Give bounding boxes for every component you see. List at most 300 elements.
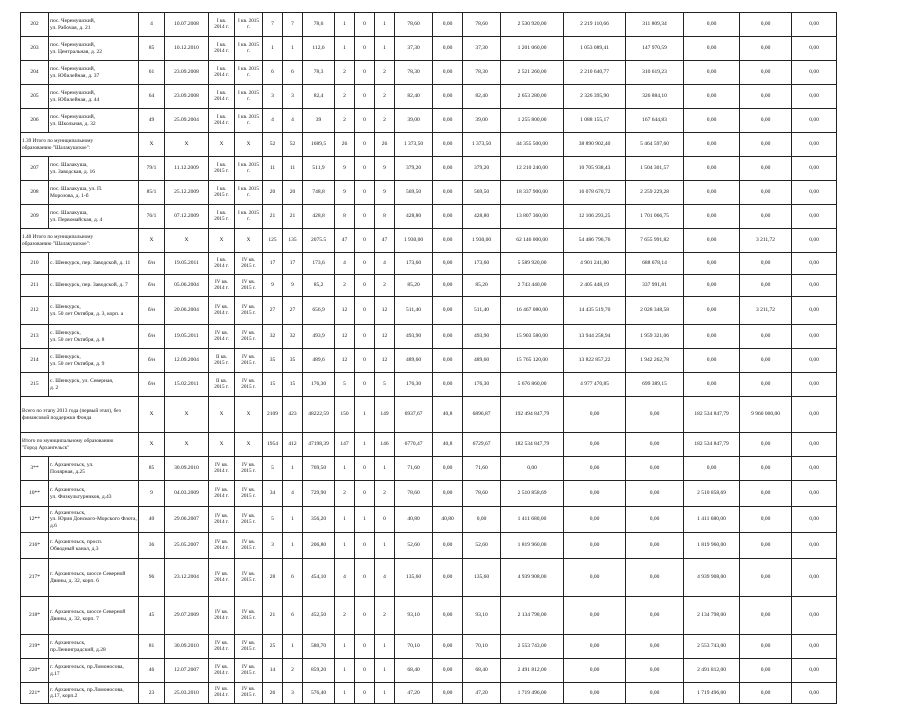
table-cell: 52 xyxy=(263,133,283,157)
table-cell: 2 743 440,00 xyxy=(501,275,564,297)
table-cell: 44 355 500,00 xyxy=(501,133,564,157)
table-cell: 38 890 902,40 xyxy=(564,133,626,157)
table-cell: X xyxy=(235,397,263,433)
table-cell: 1 xyxy=(335,635,355,659)
table-cell: 0,00 xyxy=(684,349,740,373)
table-cell: 5 589 920,00 xyxy=(501,253,564,275)
table-cell: г. Архангельск, пр.Ленинградский, д.28 xyxy=(49,635,139,659)
table-cell: 1 373,50 xyxy=(395,133,433,157)
table-cell: 11 xyxy=(283,157,303,181)
table-cell: IV кв. 2014 г. xyxy=(209,597,235,635)
table-cell: 0,00 xyxy=(740,275,792,297)
table-row xyxy=(21,635,837,659)
table-cell: 6 xyxy=(283,597,303,635)
table-cell: 1 373,50 xyxy=(463,133,501,157)
table-cell: 2 xyxy=(335,109,355,133)
table-cell: 428,80 xyxy=(463,205,501,229)
table-cell: 379,20 xyxy=(463,157,501,181)
table-cell: X xyxy=(209,133,235,157)
table-cell: 0,00 xyxy=(740,157,792,181)
table-cell: 2 xyxy=(335,275,355,297)
table-cell: 0,00 xyxy=(792,297,837,325)
table-cell: 0,00 xyxy=(564,433,626,457)
table-cell: 0 xyxy=(355,457,375,481)
table-cell: 493,9 xyxy=(303,325,335,349)
table-cell: 326 884,10 xyxy=(626,85,684,109)
table-cell: 0,00 xyxy=(433,133,463,157)
table-cell: 0,00 xyxy=(433,109,463,133)
table-cell: 9 xyxy=(263,275,283,297)
table-cell: 0,00 xyxy=(564,533,626,559)
table-cell: 1689,5 xyxy=(303,133,335,157)
table-cell: 5 xyxy=(375,373,395,397)
table-cell: 1 xyxy=(355,433,375,457)
table-cell: 2 xyxy=(375,61,395,85)
table-cell: I кв. 2015 г. xyxy=(235,205,263,229)
table-cell: 0,00 xyxy=(433,457,463,481)
table-cell: 0,00 xyxy=(684,181,740,205)
table-cell: I кв. 2015 г. xyxy=(209,157,235,181)
table-cell: 182 534 847,79 xyxy=(684,397,740,433)
table-cell: б/н xyxy=(139,275,165,297)
subtotal-label: Всего по этапу 2013 года (первый этап), без финансовой поддержки Фонда xyxy=(21,397,139,433)
table-cell: 489,60 xyxy=(463,349,501,373)
table-cell: 1 088 155,17 xyxy=(564,109,626,133)
table-cell: 2 028 348,58 xyxy=(626,297,684,325)
table-cell: 0,00 xyxy=(564,635,626,659)
table-cell: 1 xyxy=(355,507,375,533)
table-cell: I кв. 2014 г. xyxy=(209,253,235,275)
table-cell: 112,6 xyxy=(303,37,335,61)
table-cell: 34 xyxy=(263,481,283,507)
table-cell: 9 960 000,00 xyxy=(740,397,792,433)
table-cell: IV кв. 2014 г. xyxy=(209,297,235,325)
table-cell: пос. Шалакуша, ул. Заводская, д. 16 xyxy=(49,157,139,181)
subtotal-label: 1.40 Итого по муниципальному образованию "Шалакушское": xyxy=(21,229,139,253)
table-cell: 10 705 938,43 xyxy=(564,157,626,181)
table-cell: 64 xyxy=(139,85,165,109)
table-cell: 0 xyxy=(355,349,375,373)
table-cell: 25.05.2007 xyxy=(165,533,209,559)
table-cell: 5 676 860,00 xyxy=(501,373,564,397)
table-cell: 40,80 xyxy=(395,507,433,533)
table-cell: 0,00 xyxy=(684,325,740,349)
table-cell: IV кв. 2014 г. xyxy=(209,507,235,533)
table-cell: 15 xyxy=(283,373,303,397)
table-cell: 70,10 xyxy=(395,635,433,659)
table-cell: 2 510 858,69 xyxy=(684,481,740,507)
table-cell: IV кв. 2014 г. xyxy=(209,275,235,297)
table-cell: IV кв. 2015 г. xyxy=(235,533,263,559)
table-cell: 2 530 920,00 xyxy=(501,13,564,37)
table-cell: 14 435 519,70 xyxy=(564,297,626,325)
table-cell: 0,00 xyxy=(792,85,837,109)
table-cell: пос. Шалакуша, ул. Первомайская, д. 4 xyxy=(49,205,139,229)
table-cell: 52,60 xyxy=(395,533,433,559)
table-cell: 30.09.2010 xyxy=(165,635,209,659)
table-cell: X xyxy=(235,133,263,157)
table-cell: 2 xyxy=(283,659,303,683)
table-cell: 207 xyxy=(21,157,49,181)
table-cell: 12 xyxy=(335,349,355,373)
table-cell: 39,00 xyxy=(463,109,501,133)
table-cell: 68,40 xyxy=(463,659,501,683)
subtotal-label: 1.39 Итого по муниципальному образованию "Шалакушское": xyxy=(21,133,139,157)
table-cell: 21 xyxy=(283,205,303,229)
table-cell: 0 xyxy=(355,559,375,597)
table-cell: 493,90 xyxy=(463,325,501,349)
table-cell: 10.12.2010 xyxy=(165,37,209,61)
table-cell: 12 xyxy=(375,297,395,325)
table-cell: IV кв. 2015 г. xyxy=(235,507,263,533)
table-cell: 0,00 xyxy=(792,205,837,229)
table-cell: 12 106 293,25 xyxy=(564,205,626,229)
table-cell: IV кв. 2015 г. xyxy=(235,297,263,325)
table-cell: 78,60 xyxy=(395,13,433,37)
table-cell: IV кв. 2014 г. xyxy=(209,481,235,507)
table-cell: 2 xyxy=(375,481,395,507)
table-cell: 3 xyxy=(283,85,303,109)
table-cell: I кв. 2014 г. xyxy=(209,85,235,109)
table-cell: 12.07.2007 xyxy=(165,659,209,683)
table-cell: 0,00 xyxy=(740,181,792,205)
table-cell: с. Шенкурск, пер. Заводской, д. 7 xyxy=(49,275,139,297)
table-cell: 0 xyxy=(355,229,375,253)
table-cell: 2 xyxy=(375,597,395,635)
table-cell: 2 134 798,00 xyxy=(501,597,564,635)
table-cell: 1 xyxy=(283,635,303,659)
table-row xyxy=(21,457,837,481)
table-cell: X xyxy=(209,433,235,457)
table-cell: 214 xyxy=(21,349,49,373)
table-cell: г. Архангельск, ул. Полярная, д.25 xyxy=(49,457,139,481)
table-cell: 0 xyxy=(355,373,375,397)
table-row xyxy=(21,157,837,181)
table-cell: 0 xyxy=(355,157,375,181)
table-cell: X xyxy=(165,397,209,433)
table-cell: 47 xyxy=(375,229,395,253)
table-cell: I кв. 2014 г. xyxy=(209,109,235,133)
table-cell: 05.06.2004 xyxy=(165,275,209,297)
table-row xyxy=(21,559,837,597)
table-cell: 1 xyxy=(283,533,303,559)
table-cell: IV кв. 2014 г. xyxy=(209,325,235,349)
table-cell: 0,00 xyxy=(433,635,463,659)
table-cell: 699 389,15 xyxy=(626,373,684,397)
table-cell: пос. Черемушский, ул. Юбилейная, д. 37 xyxy=(49,61,139,85)
table-cell: 40 xyxy=(139,507,165,533)
table-cell: I кв. 2014 г. xyxy=(209,13,235,37)
table-cell: 2 134 798,00 xyxy=(684,597,740,635)
table-cell: 23.12.2004 xyxy=(165,559,209,597)
table-cell: 3 xyxy=(283,683,303,704)
table-cell: г. Архангельск, ул. Физкультурников, д.43 xyxy=(49,481,139,507)
table-cell: 19.05.2011 xyxy=(165,325,209,349)
table-cell: 29.06.2007 xyxy=(165,507,209,533)
table-cell: 859,20 xyxy=(303,659,335,683)
table-cell: 202 xyxy=(21,13,49,37)
table-cell: 0,00 xyxy=(684,297,740,325)
table-cell: 0 xyxy=(355,61,375,85)
table-cell: 580,70 xyxy=(303,635,335,659)
table-cell: 5 xyxy=(335,373,355,397)
table-cell: 68,40 xyxy=(395,659,433,683)
table-cell: 0,00 xyxy=(564,457,626,481)
table-cell: 4 xyxy=(283,481,303,507)
table-cell: 0,00 xyxy=(792,683,837,704)
table-cell: 0,00 xyxy=(792,349,837,373)
table-cell: 4 xyxy=(335,253,355,275)
table-cell: 379,20 xyxy=(395,157,433,181)
table-cell: 47198,39 xyxy=(303,433,335,457)
table-cell: 0,00 xyxy=(501,457,564,481)
table-cell: 1 xyxy=(375,683,395,704)
table-cell: 2 xyxy=(375,275,395,297)
table-cell: 48222,59 xyxy=(303,397,335,433)
table-cell: 205 xyxy=(21,85,49,109)
table-cell: пос. Черемушский, ул. Школьная, д. 32 xyxy=(49,109,139,133)
table-cell: I кв. 2015 г. xyxy=(235,85,263,109)
table-cell: 25.12.2009 xyxy=(165,181,209,205)
table-cell: 2 xyxy=(335,597,355,635)
table-cell: 79/1 xyxy=(139,157,165,181)
table-cell: 2075.5 xyxy=(303,229,335,253)
table-row xyxy=(21,37,837,61)
table-cell: 04.03.2009 xyxy=(165,481,209,507)
table-cell: 32 xyxy=(263,325,283,349)
table-cell: 2 521 260,00 xyxy=(501,61,564,85)
table-cell: пос. Черемушский, ул. Рабочая, д. 21 xyxy=(49,13,139,37)
table-cell: 135,60 xyxy=(463,559,501,597)
table-cell: 311 809,34 xyxy=(626,13,684,37)
table-row xyxy=(21,181,837,205)
table-cell: 13 944 258,94 xyxy=(564,325,626,349)
table-cell: IV кв. 2015 г. xyxy=(235,325,263,349)
table-cell: б/н xyxy=(139,297,165,325)
table-row xyxy=(21,61,837,85)
table-cell: 0,00 xyxy=(684,13,740,37)
table-row xyxy=(21,325,837,349)
table-cell: I кв. 2014 г. xyxy=(209,37,235,61)
table-cell: 0,00 xyxy=(792,275,837,297)
table-cell: 0,00 xyxy=(740,533,792,559)
table-cell: IV кв. 2015 г. xyxy=(235,457,263,481)
table-cell: 36 xyxy=(139,533,165,559)
table-cell: 0 xyxy=(355,659,375,683)
table-cell: 6937,67 xyxy=(395,397,433,433)
table-cell: 1 411 680,00 xyxy=(501,507,564,533)
table-cell: 4 939 908,00 xyxy=(684,559,740,597)
table-cell: 0,00 xyxy=(626,635,684,659)
table-cell: 0,00 xyxy=(740,109,792,133)
table-cell: 7 655 991,82 xyxy=(626,229,684,253)
table-cell: 15 xyxy=(263,373,283,397)
table-cell: 0 xyxy=(355,533,375,559)
table-cell: 5 464 597,60 xyxy=(626,133,684,157)
table-cell: 0,00 xyxy=(792,481,837,507)
table-cell: 206,80 xyxy=(303,533,335,559)
table-cell: 45 xyxy=(139,597,165,635)
table-cell: 82,40 xyxy=(463,85,501,109)
table-cell: 208 xyxy=(21,181,49,205)
table-cell: 454,10 xyxy=(303,559,335,597)
table-cell: 52 xyxy=(283,133,303,157)
table-cell: 11.12.2009 xyxy=(165,157,209,181)
table-cell: X xyxy=(235,229,263,253)
table-cell: 11 xyxy=(263,157,283,181)
table-cell: 0,00 xyxy=(433,85,463,109)
table-cell: 3 xyxy=(263,533,283,559)
table-cell: I кв. 2015 г. xyxy=(209,205,235,229)
table-row xyxy=(21,13,837,37)
table-cell: 0,00 xyxy=(792,559,837,597)
table-cell: 1 xyxy=(335,37,355,61)
table-cell: II кв. 2015 г. xyxy=(209,373,235,397)
table-cell: 0,00 xyxy=(463,507,501,533)
table-cell: 4 977 470,85 xyxy=(564,373,626,397)
table-row xyxy=(21,109,837,133)
table-cell: 0,00 xyxy=(684,373,740,397)
table-cell: IV кв. 2015 г. xyxy=(235,659,263,683)
table-cell: 93,10 xyxy=(395,597,433,635)
table-cell: 217* xyxy=(21,559,49,597)
table-row xyxy=(21,205,837,229)
table-cell: 0 xyxy=(355,253,375,275)
table-cell: 0 xyxy=(355,597,375,635)
table-cell: I кв. 2015 г. xyxy=(209,181,235,205)
table-cell: г. Архангельск, шоссе Северной Двины, д. 32, корп. 7 xyxy=(49,597,139,635)
table-cell: 1 504 301,57 xyxy=(626,157,684,181)
table-cell: 0 xyxy=(355,133,375,157)
table-cell: 0,00 xyxy=(684,109,740,133)
table-cell: 0,00 xyxy=(740,559,792,597)
table-cell: 218* xyxy=(21,597,49,635)
table-cell: 15.02.2011 xyxy=(165,373,209,397)
table-cell: 569,50 xyxy=(463,181,501,205)
table-cell: 85,2 xyxy=(303,275,335,297)
table-cell: 49 xyxy=(139,109,165,133)
table-cell: 46 xyxy=(139,659,165,683)
table-cell: 0,00 xyxy=(740,37,792,61)
table-cell: 1 053 089,41 xyxy=(564,37,626,61)
table-cell: 147 970,59 xyxy=(626,37,684,61)
table-cell: 1 xyxy=(335,533,355,559)
table-cell: I кв. 2015 г. xyxy=(235,157,263,181)
table-cell: 135,60 xyxy=(395,559,433,597)
table-cell: 0 xyxy=(355,325,375,349)
table-cell: I кв. 2015 г. xyxy=(235,109,263,133)
table-cell: 6896,87 xyxy=(463,397,501,433)
table-cell: 0,00 xyxy=(626,481,684,507)
table-cell: 0,00 xyxy=(564,481,626,507)
table-cell: 6 xyxy=(283,559,303,597)
table-cell: пос. Черемушский, ул. Центральная, д. 22 xyxy=(49,37,139,61)
table-cell: 76/1 xyxy=(139,205,165,229)
table-cell: 0,00 xyxy=(564,659,626,683)
table-cell: 61 xyxy=(139,61,165,85)
table-cell: 0,00 xyxy=(433,297,463,325)
table-cell: I кв. 2015 г. xyxy=(235,13,263,37)
table-cell: 0,00 xyxy=(740,373,792,397)
table-cell: 9 xyxy=(335,157,355,181)
table-cell: X xyxy=(139,397,165,433)
table-cell: 0,00 xyxy=(433,253,463,275)
table-cell: 12 xyxy=(375,349,395,373)
table-cell: 0,00 xyxy=(626,507,684,533)
table-cell: 9 xyxy=(139,481,165,507)
table-cell: I кв. 2015 г. xyxy=(235,61,263,85)
table-cell: 173,60 xyxy=(463,253,501,275)
table-cell: 2 259 229,28 xyxy=(626,181,684,205)
table-cell: 182 534 847,79 xyxy=(501,433,564,457)
table-cell: 150 xyxy=(335,397,355,433)
table-cell: 1 930,00 xyxy=(395,229,433,253)
table-cell: 4 xyxy=(375,559,395,597)
table-cell: 15 903 580,00 xyxy=(501,325,564,349)
table-cell: 0,00 xyxy=(433,373,463,397)
table-cell: 0,00 xyxy=(626,597,684,635)
table-cell: 3** xyxy=(21,457,49,481)
table-cell: 78,60 xyxy=(463,13,501,37)
subtotal-row xyxy=(21,397,837,433)
table-cell: 0,00 xyxy=(740,457,792,481)
table-cell: IV кв. 2015 г. xyxy=(235,373,263,397)
table-cell: 0,00 xyxy=(792,61,837,85)
table-cell: 0,00 xyxy=(433,481,463,507)
table-cell: б/н xyxy=(139,373,165,397)
table-cell: 2109 xyxy=(263,397,283,433)
table-cell: 0,00 xyxy=(564,597,626,635)
table-cell: 1 719 496,00 xyxy=(501,683,564,704)
table-cell: 146 xyxy=(375,433,395,457)
table-cell: X xyxy=(139,433,165,457)
table-cell: 356,20 xyxy=(303,507,335,533)
table-cell: 0,00 xyxy=(792,397,837,433)
table-cell: 12.09.2004 xyxy=(165,349,209,373)
table-cell: б/н xyxy=(139,325,165,349)
table-cell: 37,30 xyxy=(395,37,433,61)
table-cell: 0,00 xyxy=(684,457,740,481)
table-cell: 7 xyxy=(263,13,283,37)
table-cell: 35 xyxy=(283,349,303,373)
table-cell: 1 xyxy=(335,507,355,533)
table-cell: 0,00 xyxy=(740,507,792,533)
table-cell: 769,50 xyxy=(303,457,335,481)
table-cell: 176,30 xyxy=(395,373,433,397)
table-cell: 21 xyxy=(263,597,283,635)
table-cell: 16 078 670,72 xyxy=(564,181,626,205)
table-cell: 0,00 xyxy=(792,181,837,205)
table-cell: 210 xyxy=(21,253,49,275)
table-cell: 576,40 xyxy=(303,683,335,704)
table-cell: 0,00 xyxy=(433,181,463,205)
table-cell: 17 xyxy=(263,253,283,275)
table-cell: IV кв. 2014 г. xyxy=(209,683,235,704)
table-cell: 0,00 xyxy=(564,507,626,533)
table-cell: 206 xyxy=(21,109,49,133)
table-cell: 54 486 796,76 xyxy=(564,229,626,253)
table-cell: 2 xyxy=(335,481,355,507)
table-cell: 511,40 xyxy=(463,297,501,325)
table-cell: IV кв. 2015 г. xyxy=(235,635,263,659)
table-cell: 0,00 xyxy=(433,37,463,61)
table-cell: 10** xyxy=(21,481,49,507)
table-cell: 52,60 xyxy=(463,533,501,559)
table-cell: 219* xyxy=(21,635,49,659)
table-cell: 0,00 xyxy=(792,457,837,481)
table-cell: 0,00 xyxy=(792,157,837,181)
table-cell: 25.03.2010 xyxy=(165,683,209,704)
